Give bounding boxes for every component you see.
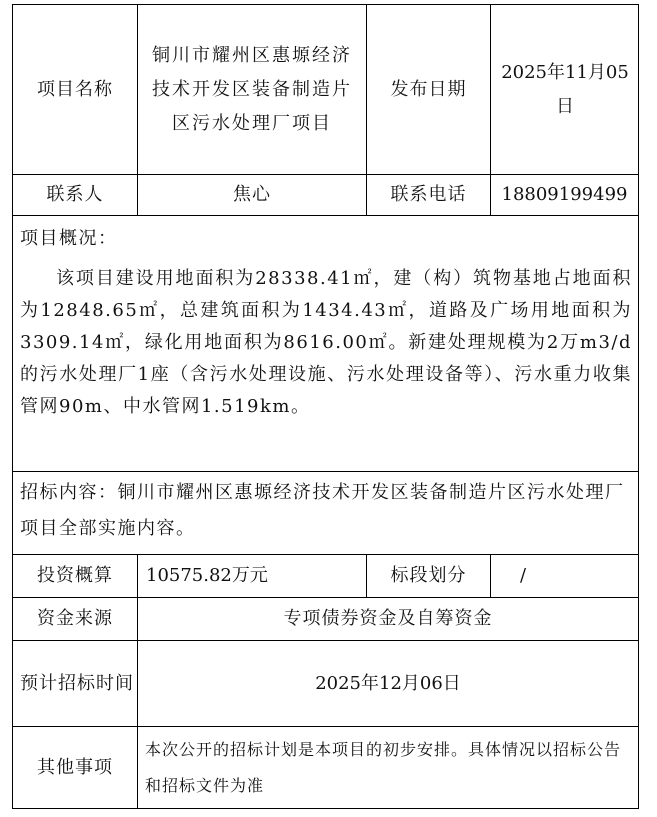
contact-label: 联系人 (46, 184, 104, 205)
phone-label: 联系电话 (390, 184, 467, 205)
invest-label: 投资概算 (37, 565, 113, 586)
invest-value: 10575.82万元 (146, 565, 268, 586)
phone-value: 18809199499 (501, 184, 628, 205)
section-value: / (520, 565, 528, 586)
fund-label: 资金来源 (37, 608, 113, 629)
fund-value: 专项债券资金及自筹资金 (283, 608, 493, 629)
overview-body: 该项目建设用地面积为28338.41㎡，建（构）筑物基地占地面积为12848.65㎡，总建筑面积为1434.43㎡，道路及广场用地面积为3309.14㎡，绿化用地面积为8616.00㎡。新建处理规模为2万m3/d的污水处理厂1座（含污水处理设施、污水处理设备等）、污水重力收集管网90m、中水管网1.519km。 (20, 268, 632, 417)
other-value: 本次公开的招标计划是本项目的初步安排。具体情况以招标公告和招标文件为准 (145, 740, 622, 795)
bid-time-label: 预计招标时间 (20, 672, 134, 694)
row-divider (12, 471, 639, 472)
overview-title: 项目概况： (20, 228, 118, 249)
section-label: 标段划分 (390, 565, 467, 586)
row-divider (12, 215, 639, 216)
other-label: 其他事项 (37, 756, 113, 778)
project-name-value: 铜川市耀州区惠塬经济技术开发区装备制造片区污水处理厂项目 (152, 44, 352, 134)
table-border-bottom (12, 808, 639, 809)
project-name-label: 项目名称 (37, 78, 113, 100)
bid-time-value: 2025年12月06日 (315, 672, 461, 694)
contact-value: 焦心 (233, 184, 271, 205)
publish-date-value: 2025年11月05日 (501, 61, 629, 117)
publish-date-label: 发布日期 (390, 78, 467, 100)
col-divider (137, 554, 138, 597)
table-border-right (638, 4, 639, 809)
col-divider (490, 554, 491, 597)
bidding-content: 招标内容：铜川市耀州区惠塬经济技术开发区装备制造片区污水处理厂项目全部实施内容。 (20, 482, 625, 539)
